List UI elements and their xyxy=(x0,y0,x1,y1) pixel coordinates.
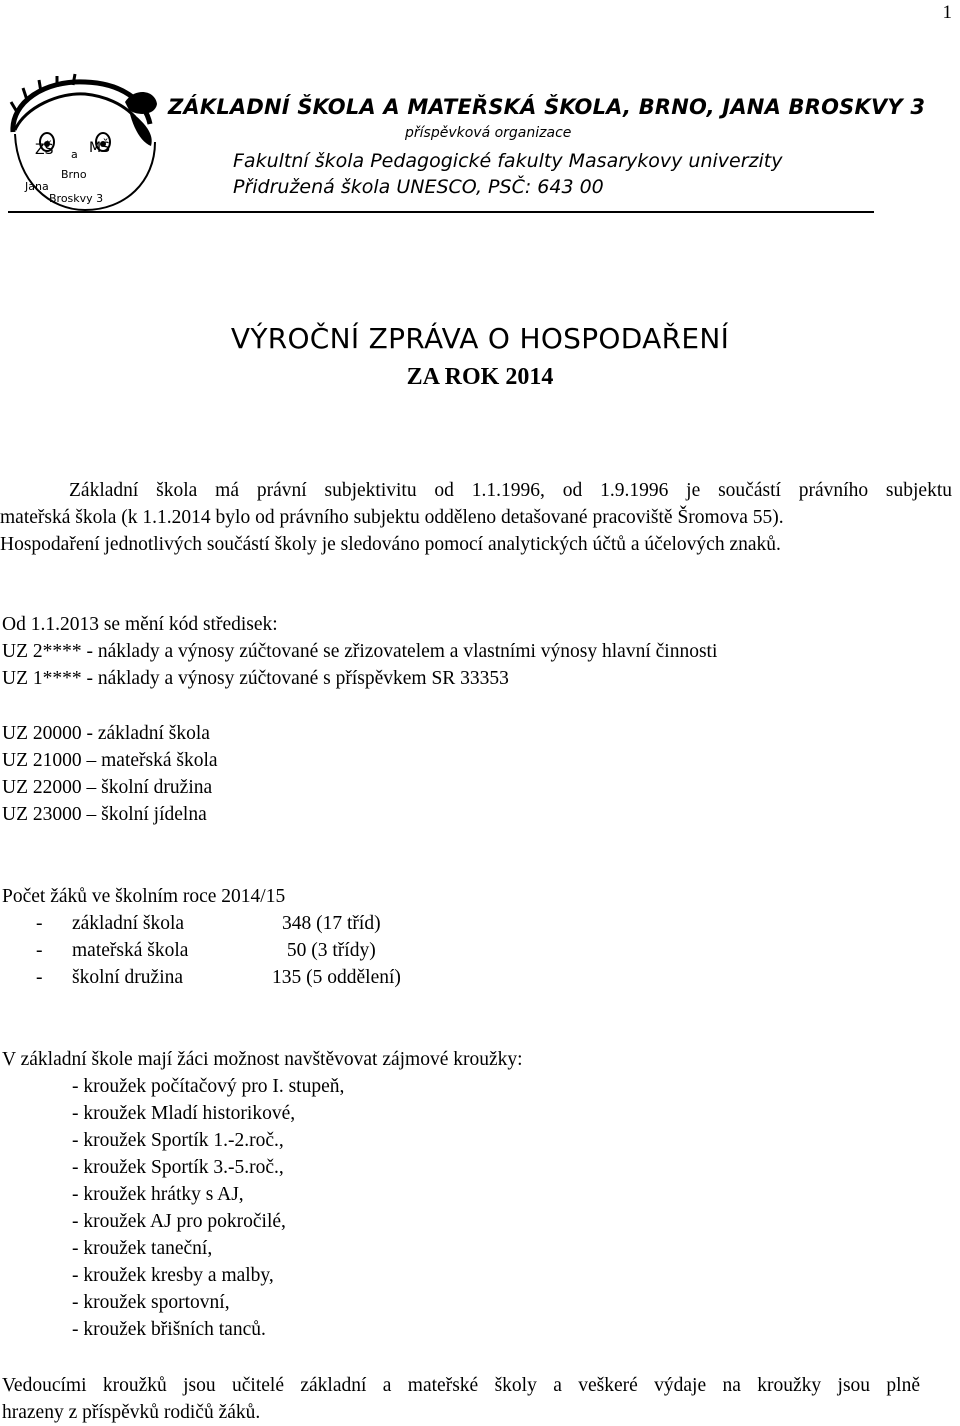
bullet-dash: - xyxy=(36,967,43,988)
pupil-row-value: 348 (17 tříd) xyxy=(282,913,381,934)
bullet-dash: - xyxy=(36,940,43,961)
club-item: - kroužek sportovní, xyxy=(72,1292,230,1313)
club-item: - kroužek Sportík 3.-5.roč., xyxy=(72,1157,284,1178)
club-item: - kroužek hrátky s AJ, xyxy=(72,1184,244,1205)
header-divider xyxy=(8,211,874,213)
codes-line: Od 1.1.2013 se mění kód středisek: xyxy=(2,614,278,635)
cost-center-codes xyxy=(2,611,717,692)
logo-text-broskvy: Broskvy 3 xyxy=(49,192,104,205)
bullet-dash: - xyxy=(36,913,43,934)
pupil-row xyxy=(2,937,401,964)
document-subtitle: ZA ROK 2014 xyxy=(406,364,554,390)
intro-line: Hospodaření jednotlivých součástí školy je sledováno pomocí analytických účtů a účelových znaků. xyxy=(0,534,781,555)
page-number: 1 xyxy=(942,2,952,23)
logo-text-ms: MŠ xyxy=(89,140,110,156)
pupil-row-value: 50 (3 třídy) xyxy=(282,940,376,961)
codes-line: UZ 1**** - náklady a výnosy zúčtované s příspěvkem SR 33353 xyxy=(2,668,509,689)
document-title: VÝROČNÍ ZPRÁVA O HOSPODAŘENÍ xyxy=(230,322,730,355)
logo-text-a: a xyxy=(71,148,78,161)
intro-paragraph xyxy=(0,477,952,558)
clubs-heading: V základní škole mají žáci možnost navštěvovat zájmové kroužky: xyxy=(2,1049,523,1070)
uz-list xyxy=(2,720,218,828)
club-item: - kroužek Sportík 1.-2.roč., xyxy=(72,1130,284,1151)
intro-line: mateřská škola (k 1.1.2014 bylo od právního subjektu odděleno detašované pracoviště Šromova 55). xyxy=(0,507,784,528)
pupil-row-name: školní družina xyxy=(72,967,184,988)
uz-item: UZ 21000 – mateřská škola xyxy=(2,750,218,771)
codes-line: UZ 2**** - náklady a výnosy zúčtované se zřizovatelem a vlastními výnosy hlavní činnosti xyxy=(2,641,718,662)
footer-note-line: hrazeny z příspěvků rodičů žáků. xyxy=(2,1402,261,1423)
club-item: - kroužek AJ pro pokročilé, xyxy=(72,1211,286,1232)
footer-note-line: Vedoucími kroužků jsou učitelé základní a mateřské školy a veškeré výdaje na kroužky jsou plně xyxy=(2,1375,920,1396)
logo-text-jana: Jana xyxy=(25,180,49,193)
pupils-heading: Počet žáků ve školním roce 2014/15 xyxy=(2,886,286,907)
uz-item: UZ 22000 – školní družina xyxy=(2,777,213,798)
pupil-counts xyxy=(2,883,401,991)
club-item: - kroužek taneční, xyxy=(72,1238,213,1259)
pupil-row-name: základní škola xyxy=(72,913,185,934)
uz-item: UZ 20000 - základní škola xyxy=(2,723,210,744)
club-item: - kroužek počítačový pro I. stupeň, xyxy=(72,1076,345,1097)
clubs-section xyxy=(2,1046,523,1343)
pupil-row-value: 135 (5 oddělení) xyxy=(272,967,401,988)
pupil-row xyxy=(2,964,401,991)
letterhead-unesco: Přidružená škola UNESCO, PSČ: 643 00 xyxy=(233,176,604,198)
logo-text-brno: Brno xyxy=(61,168,87,181)
logo-text-zs: ZŠ xyxy=(35,142,54,158)
club-item: - kroužek Mladí historikové, xyxy=(72,1103,296,1124)
letterhead-faculty: Fakultní škola Pedagogické fakulty Masarykovy univerzity xyxy=(233,150,783,172)
footer-note xyxy=(2,1372,920,1426)
pupil-row xyxy=(2,910,401,937)
letterhead-subtitle: příspěvková organizace xyxy=(405,125,572,141)
pupil-row-name: mateřská škola xyxy=(72,940,189,961)
intro-line: Základní škola má právní subjektivitu od 1.1.1996, od 1.9.1996 je součástí právního subjektu xyxy=(69,480,952,501)
school-logo xyxy=(5,72,165,214)
club-item: - kroužek břišních tanců. xyxy=(72,1319,266,1340)
uz-item: UZ 23000 – školní jídelna xyxy=(2,804,207,825)
letterhead-title: ZÁKLADNÍ ŠKOLA A MATEŘSKÁ ŠKOLA, BRNO, JANA BROSKVY 3 xyxy=(168,95,926,119)
club-item: - kroužek kresby a malby, xyxy=(72,1265,274,1286)
